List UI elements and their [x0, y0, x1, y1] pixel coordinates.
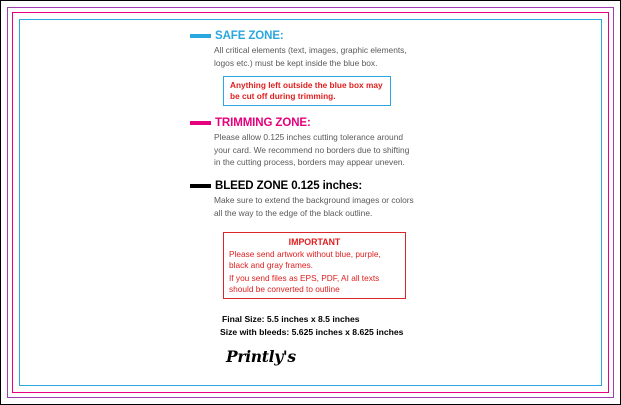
trimming-zone-description: Please allow 0.125 inches cutting tolerance around your card. We recommend no borders due to shifting in the cutting process, borders may appear uneven. [214, 132, 410, 167]
important-title: IMPORTANT [288, 237, 341, 247]
important-line-outline: If you send files as EPS, PDF, AI all texts should be converted to outline [229, 273, 380, 294]
safe-zone-section [190, 29, 450, 69]
important-box [223, 232, 406, 299]
safe-zone-description: All critical elements (text, images, graphic elements, logos etc.) must be kept inside the blue box. [214, 45, 407, 68]
trimming-zone-section [190, 116, 450, 169]
bleed-zone-description: Make sure to extend the background images or colors all the way to the edge of the black outline. [214, 195, 414, 218]
bleed-zone-title: BLEED ZONE 0.125 inches: [215, 180, 363, 192]
safe-zone-color-bar [190, 34, 211, 38]
trimming-zone-title: TRIMMING ZONE: [215, 117, 311, 129]
blue-box-notice-text: Anything left outside the blue box may be cut off during trimming. [230, 80, 383, 101]
trimming-zone-color-bar [190, 121, 211, 125]
printlys-logo: Printly's [226, 347, 296, 366]
safe-zone-title: SAFE ZONE: [215, 30, 284, 42]
blue-box-notice [223, 76, 391, 106]
important-line-frames: Please send artwork without blue, purple, black and gray frames. [229, 249, 381, 270]
final-size-text: Final Size: 5.5 inches x 8.5 inches [222, 314, 360, 324]
bleed-size-text: Size with bleeds: 5.625 inches x 8.625 inches [220, 327, 404, 337]
bleed-zone-color-bar [190, 184, 211, 188]
bleed-zone-section [190, 179, 450, 219]
